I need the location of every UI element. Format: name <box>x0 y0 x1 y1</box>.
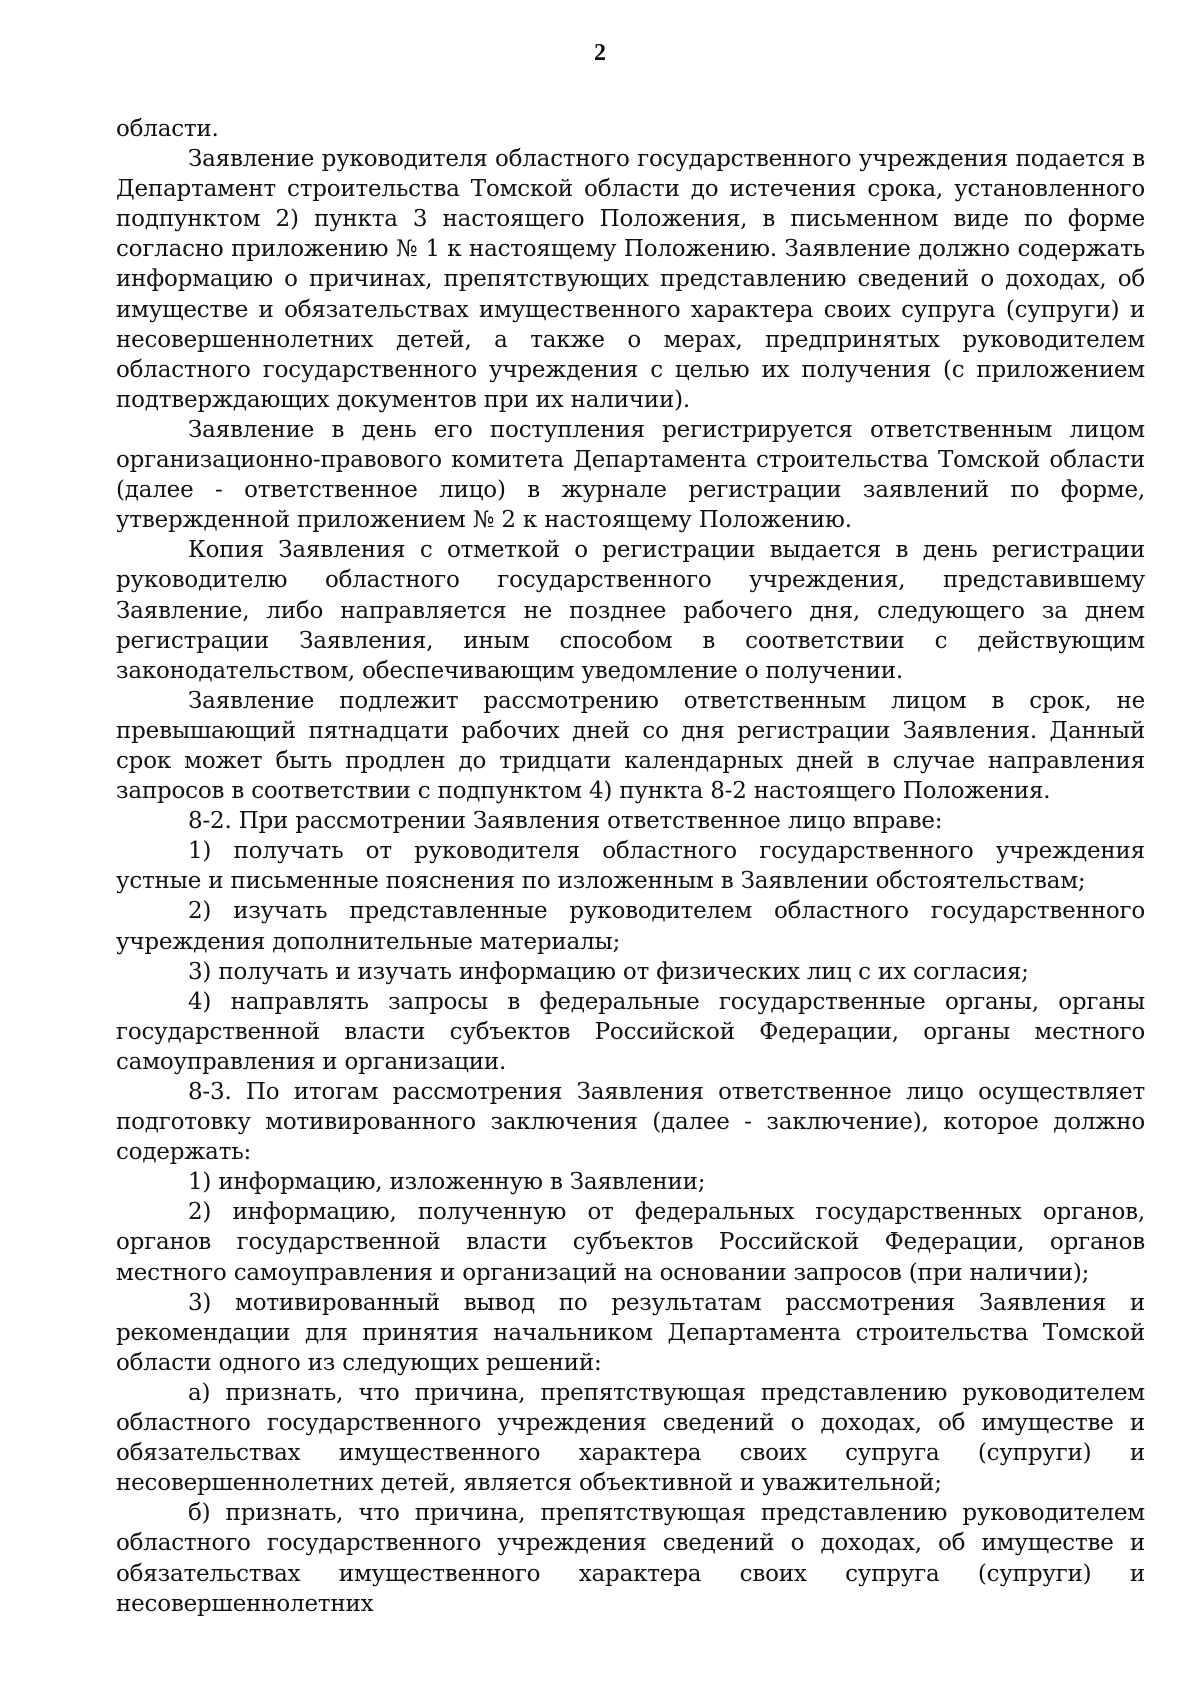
document-body <box>116 114 1145 1619</box>
decision-option-a: а) признать, что причина, препятствующая представлению руководителем областного государственного учреждения сведений о доходах, об имуществе и обязательствах имущественного характера своих супруга (супруги) и несовершеннолетних детей, является объективной и уважительной; <box>116 1379 1145 1497</box>
clause-8-2-item-4: 4) направлять запросы в федеральные государственные органы, органы государственной власти субъектов Российской Федерации, органы местного самоуправления и организации. <box>116 988 1145 1075</box>
page-number: 2 <box>594 40 606 66</box>
paragraph-application-registration: Заявление в день его поступления регистрируется ответственным лицом организационно-правового комитета Департамента строительства Томской области (далее - ответственное лицо) в журнале регистрации заявлений по форме, утвержденной приложением № 2 к настоящему Положению. <box>116 416 1145 534</box>
clause-8-2-item-1: 1) получать от руководителя областного государственного учреждения устные и письменные пояснения по изложенным в Заявлении обстоятельствам; <box>116 838 1145 895</box>
clause-8-2-item-2: 2) изучать представленные руководителем областного государственного учреждения дополнительные материалы; <box>116 898 1145 955</box>
clause-8-3-item-3: 3) мотивированный вывод по результатам рассмотрения Заявления и рекомендации для принятия начальником Департамента строительства Томской области одного из следующих решений: <box>116 1289 1145 1376</box>
clause-8-3: 8-3. По итогам рассмотрения Заявления ответственное лицо осуществляет подготовку мотивированного заключения (далее - заключение), которое должно содержать: <box>116 1079 1145 1166</box>
clause-8-3-item-2: 2) информацию, полученную от федеральных государственных органов, органов государственной власти субъектов Российской Федерации, органов местного самоуправления и организаций на основании запросов (при наличии); <box>116 1199 1145 1286</box>
clause-8-2: 8-2. При рассмотрении Заявления ответственное лицо вправе: <box>188 808 943 835</box>
paragraph-review-term: Заявление подлежит рассмотрению ответственным лицом в срок, не превышающий пятнадцати рабочих дней со дня регистрации Заявления. Данный срок может быть продлен до тридцати календарных дней в случае направления запросов в соответствии с подпунктом 4) пункта 8-2 настоящего Положения. <box>116 687 1145 805</box>
clause-8-2-item-3: 3) получать и изучать информацию от физических лиц с их согласия; <box>188 958 1029 985</box>
decision-option-b: б) признать, что причина, препятствующая представлению руководителем областного государственного учреждения сведений о доходах, об имуществе и обязательствах имущественного характера своих супруга (супруги) и несовершеннолетних <box>116 1500 1145 1617</box>
paragraph-continuation: области. <box>116 116 219 142</box>
paragraph-application-submission: Заявление руководителя областного государственного учреждения подается в Департамент строительства Томской области до истечения срока, установленного подпунктом 2) пункта 3 настоящего Положения, в письменном виде по форме согласно приложению № 1 к настоящему Положению. Заявление должно содержать информацию о причинах, препятствующих представлению сведений о доходах, об имуществе и обязательствах имущественного характера своих супруга (супруги) и несовершеннолетних детей, а также о мерах, предпринятых руководителем областного государственного учреждения с целью их получения (с приложением подтверждающих документов при их наличии). <box>116 146 1145 413</box>
paragraph-application-copy: Копия Заявления с отметкой о регистрации выдается в день регистрации руководителю областного государственного учреждения, представившему Заявление, либо направляется не позднее рабочего дня, следующего за днем регистрации Заявления, иным способом в соответствии с действующим законодательством, обеспечивающим уведомление о получении. <box>116 537 1145 684</box>
clause-8-3-item-1: 1) информацию, изложенную в Заявлении; <box>188 1169 706 1196</box>
